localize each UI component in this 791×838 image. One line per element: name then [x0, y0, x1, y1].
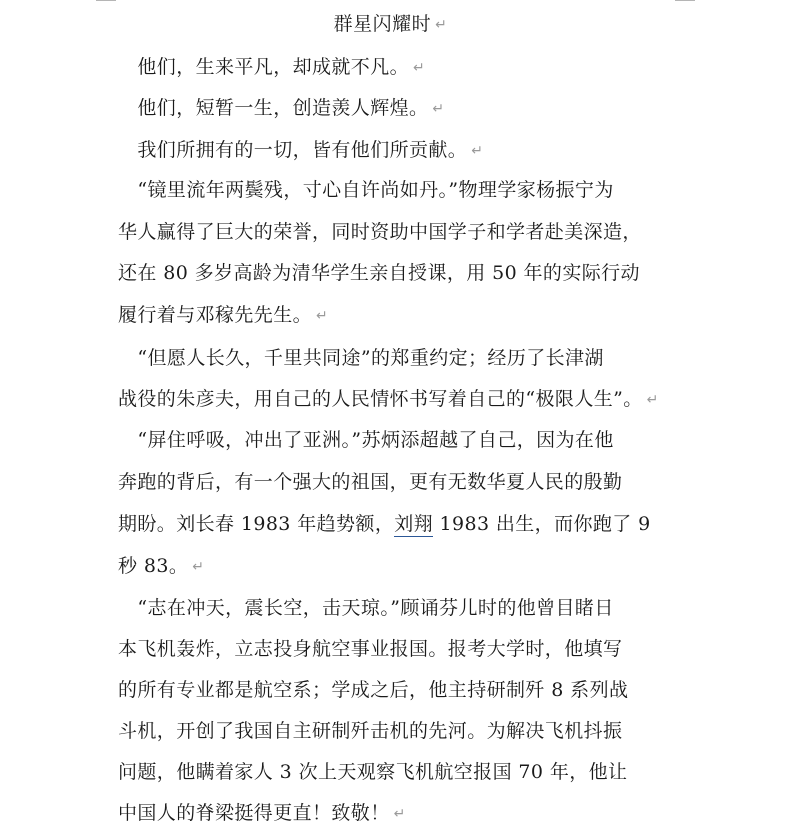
paragraph-line: 他们，生来平凡，却成就不凡。 ↵: [118, 56, 426, 78]
paragraph-line: 斗机，开创了我国自主研制歼击机的先河。为解决飞机抖振: [118, 720, 623, 742]
paragraph-line: 他们，短暂一生，创造羡人辉煌。 ↵: [118, 97, 445, 119]
paragraph-line: 期盼。刘长春 1983 年趋势额，刘翔 1983 出生，而你跑了 9: [118, 513, 651, 535]
paragraph-line: “但愿人长久，千里共同途”的郑重约定；经历了长津湖: [118, 347, 604, 369]
paragraph-line: 问题，他瞒着家人 3 次上天观察飞机航空报国 70 年，他让: [118, 761, 628, 783]
underlined-text[interactable]: 刘翔: [394, 513, 434, 535]
paragraph-line: “屏住呼吸，冲出了亚洲。”苏炳添超越了自己，因为在他: [118, 429, 614, 451]
paragraph-mark-icon: ↵: [471, 143, 484, 159]
paragraph-line: 履行着与邓稼先先生。 ↵: [118, 304, 329, 326]
paragraph-mark-icon: ↵: [316, 308, 329, 324]
paragraph-line: 中国人的脊梁挺得更直！致敬！ ↵: [118, 802, 406, 824]
paragraph-line: “镜里流年两鬓残，寸心自许尚如丹。”物理学家杨振宁为: [118, 179, 614, 201]
paragraph-mark-icon: ↵: [435, 17, 448, 33]
paragraph-line: 华人赢得了巨大的荣誉，同时资助中国学子和学者赴美深造，: [118, 221, 642, 243]
paragraph-mark-icon: ↵: [413, 60, 426, 76]
document-title: 群星闪耀时 ↵: [333, 13, 448, 35]
paragraph-mark-icon: ↵: [432, 101, 445, 117]
paragraph-line: 战役的朱彦夫，用自己的人民情怀书写着自己的“极限人生”。 ↵: [118, 388, 659, 410]
paragraph-line: “志在冲天，震长空，击天琼。”顾诵芬儿时的他曾目睹日: [118, 597, 614, 619]
paragraph-mark-icon: ↵: [646, 392, 659, 408]
paragraph-mark-icon: ↵: [192, 559, 205, 575]
paragraph-line: 的所有专业都是航空系；学成之后，他主持研制歼 8 系列战: [118, 679, 629, 701]
paragraph-mark-icon: ↵: [393, 806, 406, 822]
paragraph-line: 我们所拥有的一切，皆有他们所贡献。 ↵: [118, 139, 484, 161]
paragraph-line: 秒 83。 ↵: [118, 555, 205, 577]
paragraph-line: 奔跑的背后，有一个强大的祖国，更有无数华夏人民的殷勤: [118, 471, 623, 493]
paragraph-line: 本飞机轰炸，立志投身航空事业报国。报考大学时，他填写: [118, 638, 623, 660]
paragraph-line: 还在 80 多岁高龄为清华学生亲自授课，用 50 年的实际行动: [118, 262, 640, 284]
